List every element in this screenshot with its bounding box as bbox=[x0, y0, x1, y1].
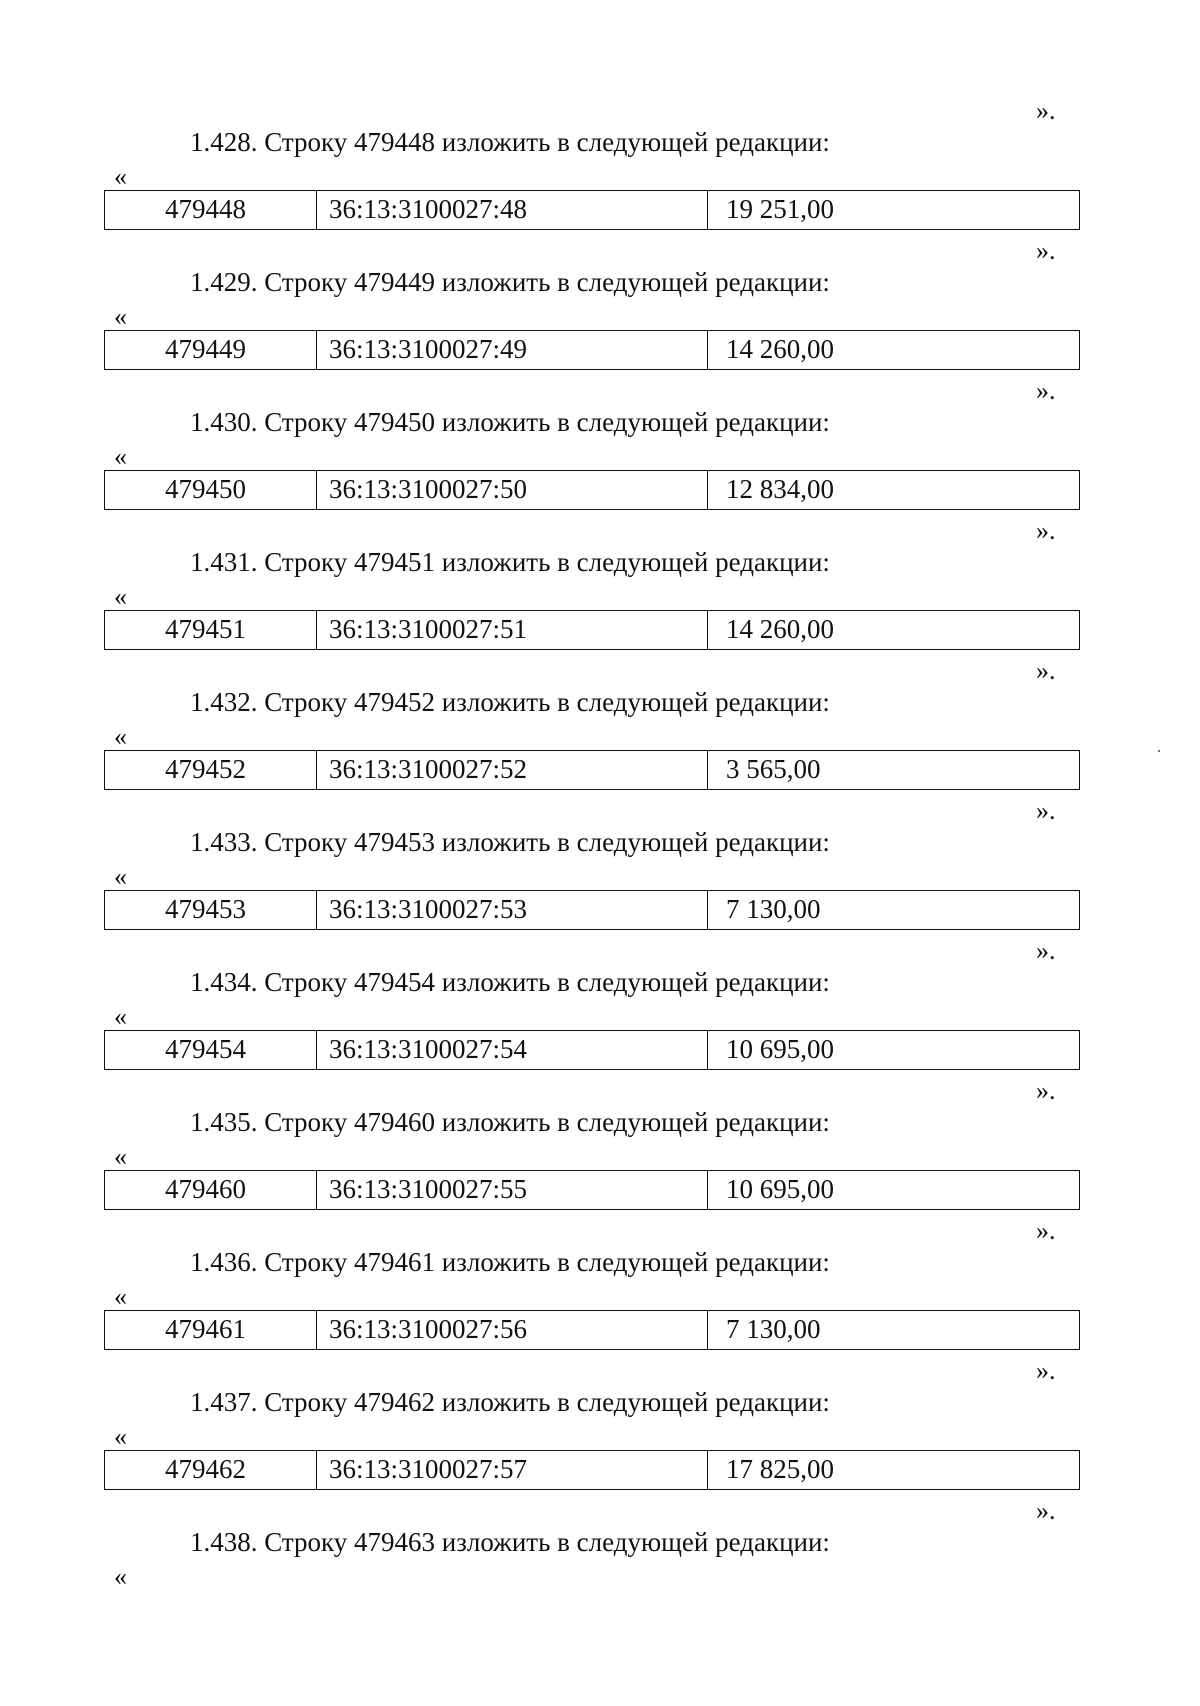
row-number-cell: 479454 bbox=[105, 1031, 317, 1069]
table-row bbox=[104, 750, 1080, 790]
item-heading: 1.433. Строку 479453 изложить в следующей редакции: bbox=[190, 827, 830, 857]
opening-quote: « bbox=[114, 1422, 127, 1451]
opening-quote: « bbox=[114, 582, 127, 611]
table-row bbox=[104, 1450, 1080, 1490]
opening-quote: « bbox=[114, 722, 127, 751]
closing-quote: ». bbox=[1036, 1356, 1056, 1385]
closing-quote: ». bbox=[1036, 1496, 1056, 1525]
opening-quote: « bbox=[114, 302, 127, 331]
table-row bbox=[104, 470, 1080, 510]
value-cell: 3 565,00 bbox=[726, 754, 821, 784]
cadastral-number-cell: 36:13:3100027:55 bbox=[317, 1171, 708, 1209]
cadastral-number-cell: 36:13:3100027:50 bbox=[317, 471, 708, 509]
opening-quote: « bbox=[114, 862, 127, 891]
row-number-cell: 479451 bbox=[105, 611, 317, 649]
table-row bbox=[104, 1030, 1080, 1070]
item-heading: 1.431. Строку 479451 изложить в следующей редакции: bbox=[190, 547, 830, 577]
item-heading: 1.438. Строку 479463 изложить в следующей редакции: bbox=[190, 1527, 830, 1557]
closing-quote: ». bbox=[1036, 376, 1056, 405]
cadastral-number-cell: 36:13:3100027:49 bbox=[317, 331, 708, 369]
cadastral-number-cell: 36:13:3100027:52 bbox=[317, 751, 708, 789]
item-heading: 1.436. Строку 479461 изложить в следующей редакции: bbox=[190, 1247, 830, 1277]
table-row bbox=[104, 330, 1080, 370]
closing-quote: ». bbox=[1036, 236, 1056, 265]
closing-quote: ». bbox=[1036, 796, 1056, 825]
opening-quote: « bbox=[114, 1562, 127, 1591]
value-cell: 7 130,00 bbox=[726, 1314, 821, 1344]
item-heading: 1.435. Строку 479460 изложить в следующей редакции: bbox=[190, 1107, 830, 1137]
item-heading: 1.429. Строку 479449 изложить в следующей редакции: bbox=[190, 267, 830, 297]
row-number-cell: 479453 bbox=[105, 891, 317, 929]
value-cell: 14 260,00 bbox=[726, 334, 834, 364]
item-heading: 1.434. Строку 479454 изложить в следующей редакции: bbox=[190, 967, 830, 997]
table-row bbox=[104, 1310, 1080, 1350]
opening-quote: « bbox=[114, 162, 127, 191]
row-number-cell: 479462 bbox=[105, 1451, 317, 1489]
opening-quote: « bbox=[114, 1142, 127, 1171]
cadastral-number-cell: 36:13:3100027:51 bbox=[317, 611, 708, 649]
closing-quote: ». bbox=[1036, 516, 1056, 545]
cadastral-number-cell: 36:13:3100027:48 bbox=[317, 191, 708, 229]
value-cell: 14 260,00 bbox=[726, 614, 834, 644]
row-number-cell: 479448 bbox=[105, 191, 317, 229]
item-heading: 1.432. Строку 479452 изложить в следующей редакции: bbox=[190, 687, 830, 717]
row-number-cell: 479460 bbox=[105, 1171, 317, 1209]
closing-quote: ». bbox=[1036, 1076, 1056, 1105]
value-cell: 12 834,00 bbox=[726, 474, 834, 504]
closing-quote: ». bbox=[1036, 96, 1056, 125]
item-heading: 1.428. Строку 479448 изложить в следующей редакции: bbox=[190, 127, 830, 157]
value-cell: 10 695,00 bbox=[726, 1034, 834, 1064]
table-row bbox=[104, 1170, 1080, 1210]
closing-quote: ». bbox=[1036, 936, 1056, 965]
row-number-cell: 479452 bbox=[105, 751, 317, 789]
row-number-cell: 479450 bbox=[105, 471, 317, 509]
item-heading: 1.437. Строку 479462 изложить в следующей редакции: bbox=[190, 1387, 830, 1417]
value-cell: 10 695,00 bbox=[726, 1174, 834, 1204]
row-number-cell: 479449 bbox=[105, 331, 317, 369]
closing-quote: ». bbox=[1036, 1216, 1056, 1245]
cadastral-number-cell: 36:13:3100027:57 bbox=[317, 1451, 708, 1489]
opening-quote: « bbox=[114, 442, 127, 471]
cadastral-number-cell: 36:13:3100027:53 bbox=[317, 891, 708, 929]
cadastral-number-cell: 36:13:3100027:56 bbox=[317, 1311, 708, 1349]
opening-quote: « bbox=[114, 1282, 127, 1311]
table-row bbox=[104, 890, 1080, 930]
value-cell: 7 130,00 bbox=[726, 894, 821, 924]
scan-speck bbox=[1158, 750, 1160, 752]
value-cell: 17 825,00 bbox=[726, 1454, 834, 1484]
table-row bbox=[104, 610, 1080, 650]
row-number-cell: 479461 bbox=[105, 1311, 317, 1349]
opening-quote: « bbox=[114, 1002, 127, 1031]
item-heading: 1.430. Строку 479450 изложить в следующей редакции: bbox=[190, 407, 830, 437]
value-cell: 19 251,00 bbox=[726, 194, 834, 224]
table-row bbox=[104, 190, 1080, 230]
cadastral-number-cell: 36:13:3100027:54 bbox=[317, 1031, 708, 1069]
closing-quote: ». bbox=[1036, 656, 1056, 685]
